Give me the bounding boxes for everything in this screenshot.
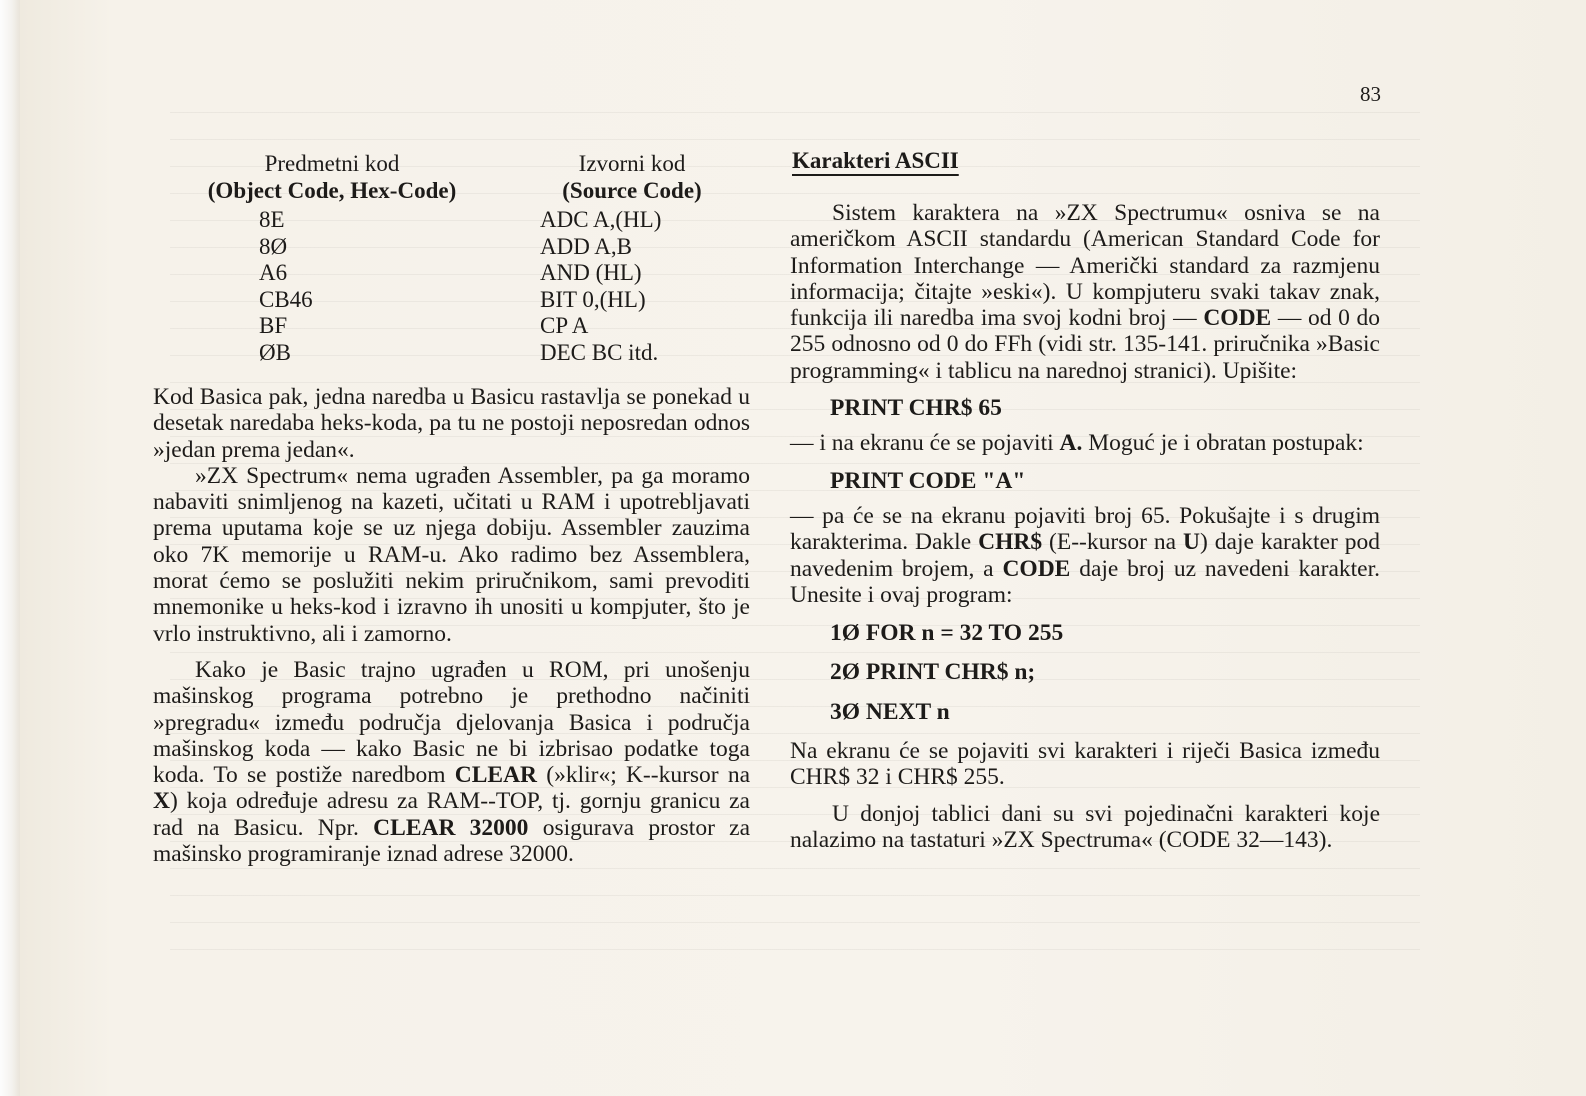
text-run: Kako je Basic trajno ugrađen u ROM, pri unošenju mašinskog programa potrebno je prethodno načiniti »pregradu« između područja djelovanja Basica i područja mašinskog koda — kako Basic ne bi izbrisao podatke toga koda. To se postiže naredbom [153,656,750,789]
source-code-header [534,150,730,204]
section-heading: Karakteri ASCII [792,148,959,173]
text-run: (E--kursor na [1049,529,1177,556]
object-code-subtitle: (Object Code, Hex-Code) [207,178,457,203]
spacer [790,608,1380,620]
text-run: osigurava prostor za mašinsko programiranje iznad adrese 32000. [153,814,751,868]
left-column [153,384,750,867]
paragraph-assembler: »ZX Spectrum« nema ugrađen Assembler, pa ga moramo nabaviti snimljenog na kazeti, učitati u RAM i upotrebljavati prema uputama koje se uz njega dobiju. Assembler zauzima oko 7K memorije u RAM-u. Ako radimo bez Assemblera, morat ćemo se poslužiti nekim priručnikom, sami prevoditi mnemonike u heks-kod i izravno ih unositi u kompjuter, što je vrlo instruktivno, ali i zamorno. [153,462,750,647]
program-line: 1Ø FOR n = 32 TO 255 [830,620,1064,647]
command-print-chr: PRINT CHR$ 65 [830,395,1002,422]
paragraph-chr-code [790,503,1380,608]
page-spine [0,0,20,1096]
program-line: 2Ø PRINT CHR$ n; [830,659,1036,686]
text-run: Moguć je i obratan postupak: [1088,430,1364,457]
object-code-header [150,150,514,204]
text-run: — pa će se na ekranu pojaviti broj 65. Pokušajte i s drugim karakterima. Dakle [790,502,1380,556]
source-code-list [540,207,661,366]
source-code-title: Izvorni kod [578,151,686,176]
source-code-row: CP A [540,313,589,338]
text-run: ) daje karakter pod navedenim brojem, a [790,529,1381,582]
keyword-chr: CHR$ [978,529,1043,556]
object-code-row: CB46 [259,286,313,312]
object-code-row: BF [259,313,288,338]
right-column [790,200,1380,853]
source-code-row: DEC BC itd. [540,339,659,365]
paragraph-ascii [790,200,1380,384]
paragraph-result-a [790,430,1380,456]
object-code-row: A6 [259,260,288,285]
object-code-row: 8E [259,207,285,232]
text-run: — i na ekranu će se pojaviti [790,430,1054,457]
text-run: daje broj uz navedeni karakter. Unesite i ovaj program: [790,555,1381,608]
source-code-row: ADD A,B [540,233,633,259]
object-code-title: Predmetni kod [264,151,400,176]
object-code-row: ØB [259,339,291,365]
key-u: U [1183,529,1200,556]
paragraph-basic-relation: Kod Basica pak, jedna naredba u Basicu rastavlja se ponekad u desetak naredaba heks-koda, pa tu ne postoji neposredan odnos »jedan prema jedan«. [153,384,750,463]
object-code-list [259,207,313,366]
object-code-row: 8Ø [259,233,288,259]
text-run: ) koja određuje adresu za RAM--TOP, tj. gornju granicu za rad na Basicu. Npr. [153,788,750,841]
paragraph-screen-output: Na ekranu će se pojaviti svi karakteri i riječi Basica između CHR$ 32 i CHR$ 255. [790,738,1380,791]
text-run: Sistem karaktera na »ZX Spectrumu« osniva se na američkom ASCII standardu (American Standard Code for Information Interchange — Američki standard za razmjenu informacija; čitajte »eski«). U kompjuteru svaki takav znak, funkcija ili naredba ima svoj kodni broj — [790,200,1380,332]
source-code-row: BIT 0,(HL) [540,286,646,312]
source-code-row: ADC A,(HL) [540,207,662,232]
keyword-clear: CLEAR [454,762,538,789]
text-run: (»klir«; K--kursor na [546,762,751,789]
command-print-code: PRINT CODE "A" [830,467,1026,494]
source-code-row: AND (HL) [540,260,642,285]
source-code-subtitle: (Source Code) [562,178,702,203]
keyword-clear-32000: CLEAR 32000 [373,814,529,841]
page-number: 83 [1360,82,1381,106]
key-x: X [153,788,170,815]
keyword-code: CODE [1002,555,1071,582]
keyword-code: CODE [1203,305,1272,332]
paragraph-table-note: U donjoj tablici dani su svi pojedinačni karakteri koje nalazimo na tastaturi »ZX Spectruma« (CODE 32—143). [790,800,1380,853]
paragraph-rom [153,657,750,867]
program-line: 3Ø NEXT n [830,698,950,725]
letter-a: A. [1059,430,1083,457]
text-run: — od 0 do 255 odnosno od 0 do FFh (vidi str. 135-141. priručnika »Basic programming« i tablicu na narednoj stranici). Upišite: [790,305,1381,384]
